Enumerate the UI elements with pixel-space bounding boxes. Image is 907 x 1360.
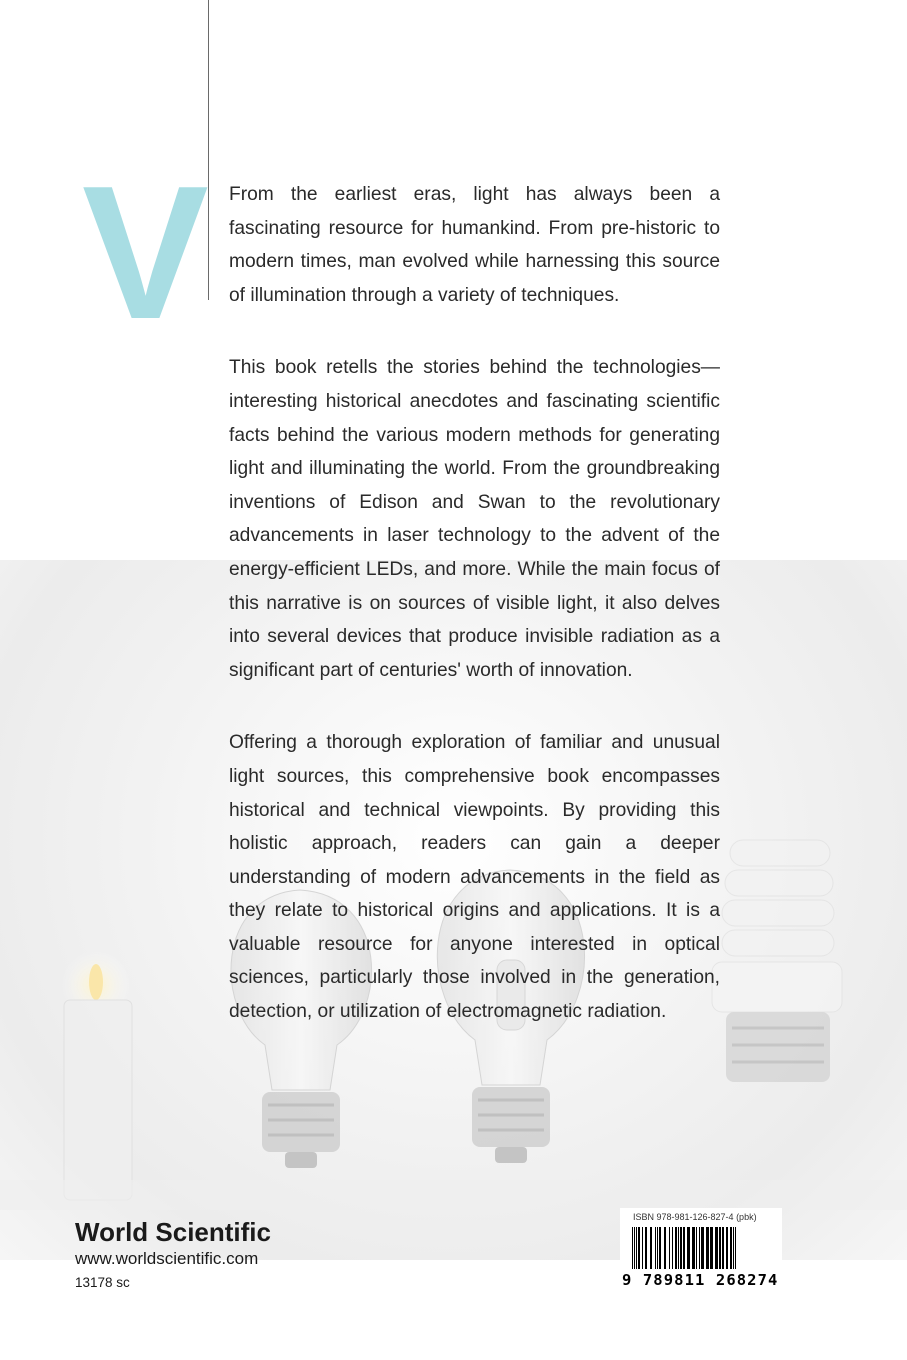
barcode-bar — [636, 1227, 637, 1269]
isbn-label: ISBN 978-981-126-827-4 (pbk) — [633, 1212, 757, 1222]
blurb-paragraph-2: This book retells the stories behind the technologies—interesting historical anecdotes and fascinating scientific facts behind the various modern methods for generating light and illuminating the world. From the groundbreaking inventions of Edison and Swan to the revolutionary advancements in laser technology to the advent of the energy-efficient LEDs, and more. While the main focus of this narrative is on sources of visible light, it also delves into several devices that produce invisible radiation as a significant part of centuries' worth of innovation. — [229, 357, 720, 681]
barcode-bar — [650, 1227, 652, 1269]
barcode-bar — [680, 1227, 682, 1269]
back-cover-blurb — [229, 178, 720, 1068]
barcode-bar — [678, 1227, 679, 1269]
barcode-bar — [710, 1227, 713, 1269]
publisher-url[interactable]: www.worldscientific.com — [75, 1249, 259, 1268]
publisher-block — [75, 1216, 271, 1294]
candle — [62, 951, 132, 1200]
blurb-paragraph-3: Offering a thorough exploration of familiar and unusual light sources, this comprehensive book encompasses historical and technical viewpoints. By providing this holistic approach, readers can gain a deeper understanding of modern advancements in the field as they relate to historical origins and applications. It is a valuable resource for anyone interested in optical sciences, particularly those involved in the generation, detection, or utilization of electromagnetic radiation. — [229, 732, 720, 1023]
drop-letter: V — [82, 147, 209, 359]
barcode-bar — [687, 1227, 690, 1269]
barcode-bar — [701, 1227, 704, 1269]
barcode-bar — [672, 1227, 673, 1269]
barcode-bar — [715, 1227, 718, 1269]
barcode-bar — [664, 1227, 666, 1269]
publisher-name: World Scientific — [75, 1217, 271, 1247]
barcode-bar — [706, 1227, 709, 1269]
barcode-bar — [699, 1227, 700, 1269]
barcode-bar — [735, 1227, 736, 1269]
barcode-bar — [692, 1227, 695, 1269]
barcode-bar — [730, 1227, 732, 1269]
barcode-bar — [726, 1227, 728, 1269]
barcode-bar — [675, 1227, 677, 1269]
publisher-code: 13178 sc — [75, 1275, 130, 1290]
cfl-bulb — [712, 840, 842, 1082]
barcode-bar — [696, 1227, 697, 1269]
barcode-bar — [733, 1227, 734, 1269]
barcode-bar — [655, 1227, 656, 1269]
barcode-bar — [634, 1227, 635, 1269]
isbn-barcode-block — [620, 1208, 782, 1298]
barcode-bar — [659, 1227, 661, 1269]
barcode-bar — [638, 1227, 640, 1269]
barcode-bar — [645, 1227, 647, 1269]
barcode-digits: 9 789811 268274 — [622, 1271, 779, 1289]
barcode — [620, 1227, 782, 1271]
barcode-bar — [719, 1227, 721, 1269]
barcode-bar — [722, 1227, 724, 1269]
blurb-paragraph-1: From the earliest eras, light has always been a fascinating resource for humankind. From pre-historic to modern times, man evolved while harnessing this source of illumination through a variety of techniques. — [229, 184, 720, 306]
barcode-bar — [642, 1227, 643, 1269]
barcode-bar — [657, 1227, 658, 1269]
barcode-bar — [632, 1227, 633, 1269]
barcode-bar — [683, 1227, 685, 1269]
barcode-bar — [669, 1227, 670, 1269]
